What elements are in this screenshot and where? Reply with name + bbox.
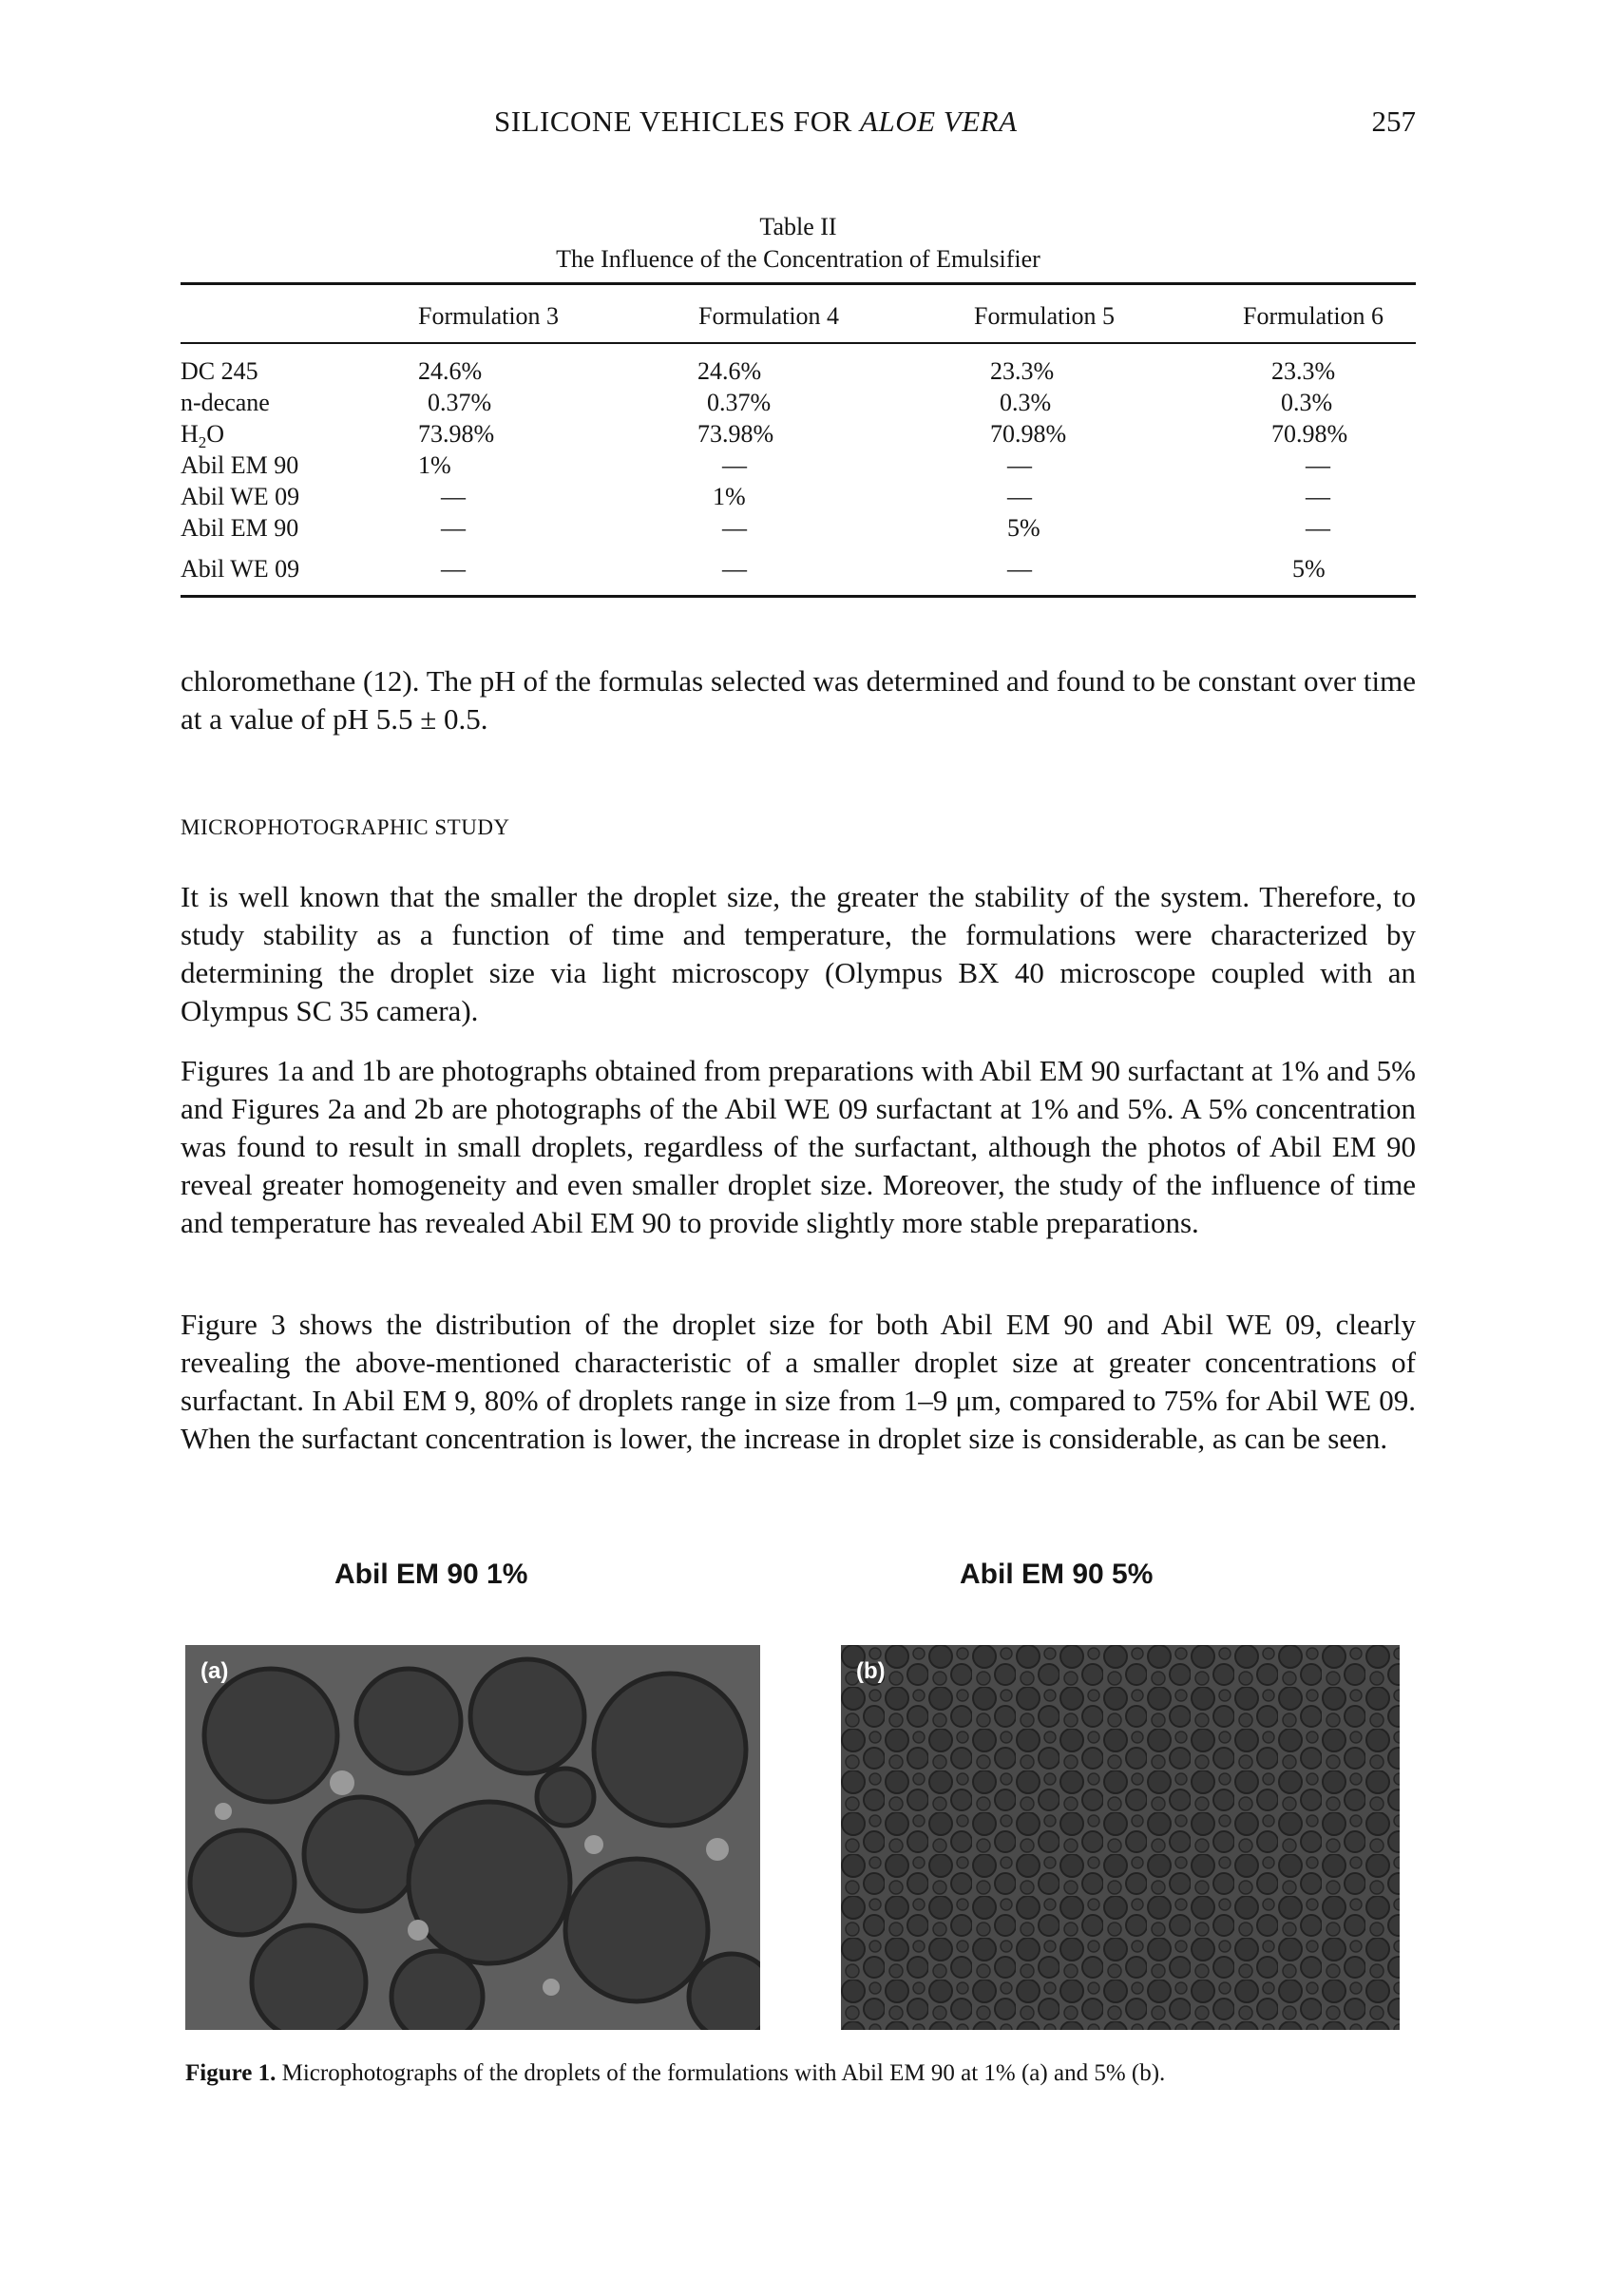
- running-title-text: SILICONE VEHICLES FOR: [494, 105, 852, 138]
- panel-a-tag: (a): [200, 1658, 229, 1684]
- figure-caption-text: Microphotographs of the droplets of the formulations with Abil EM 90 at 1% (a) and 5% (b).: [281, 2060, 1166, 2086]
- table-row: [181, 420, 1416, 451]
- row-label: DC 245: [181, 357, 258, 385]
- table-cell: —: [1007, 451, 1032, 479]
- table-cell: —: [722, 451, 747, 479]
- table-row: [181, 555, 1416, 586]
- micrograph-b-image: [841, 1645, 1400, 2030]
- row-label: Abil WE 09: [181, 555, 300, 583]
- table-row: [181, 389, 1416, 420]
- table-cell: 73.98%: [697, 420, 774, 448]
- table-cell: 23.3%: [990, 357, 1055, 385]
- paragraph: chloromethane (12). The pH of the formulas selected was determined and found to be constant over time at a value of pH 5.5 ± 0.5.: [181, 664, 1416, 736]
- table-cell: 73.98%: [418, 420, 495, 448]
- table-row: [181, 451, 1416, 483]
- table-cell: —: [441, 555, 466, 583]
- table-row: [181, 357, 1416, 389]
- table-cell: —: [722, 555, 747, 583]
- table-cell: 24.6%: [418, 357, 483, 385]
- table-cell: 0.3%: [1281, 389, 1333, 416]
- row-label: Abil WE 09: [181, 483, 300, 510]
- row-label-water: [181, 420, 224, 452]
- table-cell: —: [1306, 514, 1330, 542]
- row-label: Abil EM 90: [181, 514, 299, 542]
- running-title-italic: ALOE VERA: [860, 105, 1018, 138]
- table-cell: —: [1007, 483, 1032, 510]
- table-cell: 24.6%: [697, 357, 762, 385]
- table-row: [181, 483, 1416, 514]
- panel-b-title: Abil EM 90 5%: [960, 1559, 1154, 1590]
- column-header: Formulation 3: [418, 302, 560, 330]
- table-cell: 5%: [1292, 555, 1326, 583]
- row-label: n-decane: [181, 389, 270, 416]
- table-cell: —: [441, 514, 466, 542]
- table-cell: 23.3%: [1271, 357, 1336, 385]
- table-caption: [181, 211, 1416, 276]
- table-cell: 0.3%: [1000, 389, 1052, 416]
- row-label-subscript: 2: [198, 433, 207, 452]
- micrograph-a: [185, 1645, 760, 2030]
- row-label: Abil EM 90: [181, 451, 299, 479]
- table-cell: —: [441, 483, 466, 510]
- micrograph-b: [841, 1645, 1400, 2030]
- panel-b-tag: (b): [856, 1658, 886, 1684]
- table-cell: —: [1007, 555, 1032, 583]
- table-title: The Influence of the Concentration of Emulsifier: [556, 245, 1040, 273]
- micrograph-a-image: [185, 1645, 760, 2030]
- running-title: [494, 105, 1018, 139]
- column-header: Formulation 6: [1243, 302, 1384, 330]
- table-top-rule: [181, 282, 1416, 285]
- panel-a-title: Abil EM 90 1%: [334, 1559, 528, 1590]
- table-row: [181, 514, 1416, 545]
- running-header: [181, 105, 1416, 146]
- paragraph: Figure 3 shows the distribution of the droplet size for both Abil EM 90 and Abil WE 09, clearly revealing the above-mentioned characteristic of a smaller droplet size at greater concentrations of surfactant. In Abil EM 9, 80% of droplets range in size from 1–9 μm, compared to 75% for Abil WE 09. When the surfactant concentration is lower, the increase in droplet size is considerable, as can be seen.: [181, 1308, 1416, 1455]
- column-header: Formulation 5: [974, 302, 1116, 330]
- table-header-rule: [181, 342, 1416, 344]
- section-heading: MICROPHOTOGRAPHIC STUDY: [181, 815, 510, 839]
- table-cell: 0.37%: [428, 389, 492, 416]
- table-cell: 5%: [1007, 514, 1040, 542]
- paragraph: It is well known that the smaller the droplet size, the greater the stability of the system. Therefore, to study stability as a function of time and temperature, the formulations were characterized by determining the droplet size via light microscopy (Olympus BX 40 microscope coupled with an Olympus SC 35 camera).: [181, 880, 1416, 1027]
- table-cell: —: [722, 514, 747, 542]
- table-bottom-rule: [181, 595, 1416, 598]
- page-number: 257: [1371, 105, 1416, 138]
- table-cell: 1%: [713, 483, 746, 510]
- table-cell: —: [1306, 483, 1330, 510]
- table-cell: 1%: [418, 451, 451, 479]
- table-label: Table II: [759, 213, 837, 240]
- figure-caption-lead: Figure 1.: [185, 2060, 277, 2086]
- paragraph: Figures 1a and 1b are photographs obtained from preparations with Abil EM 90 surfactant at 1% and 5% and Figures 2a and 2b are photographs of the Abil WE 09 surfactant at 1% and 5%. A 5% concentration was found to result in small droplets, regardless of the surfactant, although the photos of Abil EM 90 reveal greater homogeneity and even smaller droplet size. Moreover, the study of the influence of time and temperature has revealed Abil EM 90 to provide slightly more stable preparations.: [181, 1054, 1416, 1239]
- table-cell: 0.37%: [707, 389, 772, 416]
- table-cell: 70.98%: [990, 420, 1067, 448]
- column-header: Formulation 4: [698, 302, 840, 330]
- table-cell: —: [1306, 451, 1330, 479]
- row-label-main: H: [181, 420, 199, 448]
- row-label-tail: O: [206, 420, 225, 448]
- table-cell: 70.98%: [1271, 420, 1348, 448]
- figure-caption: [185, 2060, 1165, 2087]
